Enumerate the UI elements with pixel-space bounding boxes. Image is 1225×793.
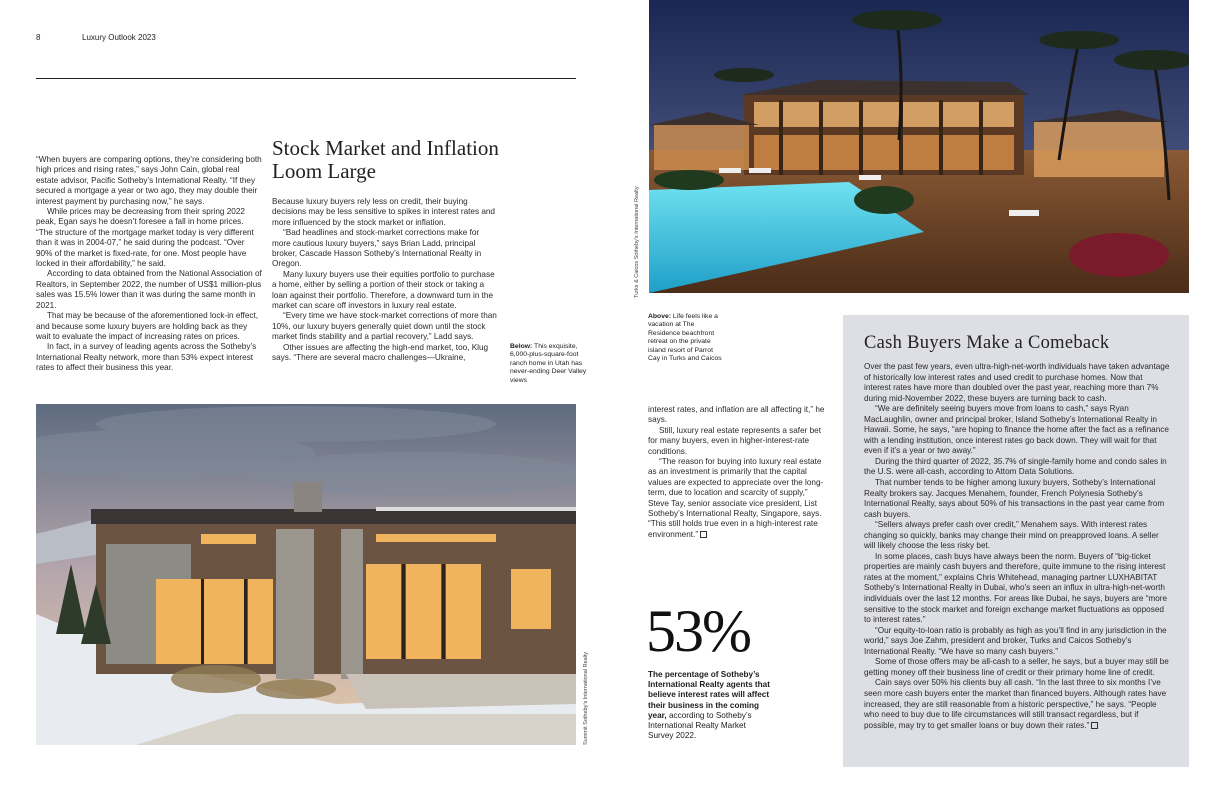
paragraph: “Every time we have stock-market corrections of more than 10%, our luxury buyers generally quiet down until the stock market finds stability and a partial recovery,” Ladd says. bbox=[272, 311, 497, 342]
sidebar-text bbox=[864, 362, 1170, 731]
stat-bold: The percentage of Sotheby’s International Realty agents that believe interest rates will affect their business in the coming year, bbox=[648, 670, 770, 720]
paragraph: “Bad headlines and stock-market corrections make for more cautious luxury buyers,” says Brian Ladd, principal broker, Cascade Hasson Sotheby’s International Realty in Oregon. bbox=[272, 228, 482, 269]
ranch-home-photo bbox=[36, 404, 576, 745]
resort-photo bbox=[649, 0, 1189, 293]
photo-credit: Turks & Caicos Sotheby’s International Realty bbox=[634, 186, 640, 298]
photo-credit: Summit Sotheby’s International Realty bbox=[583, 651, 589, 745]
paragraph: “We are definitely seeing buyers move from loans to cash,” says Ryan MacLaughlin, owner and principal broker, Island Sotheby’s International Realty in Hawaii. Some, he says, “are hoping to finance the home after the fact as a refinance with a lending institution, once interest rates go back down. They will wait for that even if it’s a year or two away.” bbox=[864, 404, 1169, 456]
paragraph: “When buyers are comparing options, they’re considering both high prices and rising rates,” says John Cain, global real estate advisor, Pacific Sotheby’s International Realty. “If they secured a mortgage a year or two ago, they may double their interest payment by purchasing now,” he says. bbox=[36, 155, 262, 206]
paragraph: “Sellers always prefer cash over credit,” Menahem says. With interest rates changing so quickly, banks may change their mind on preapproved loans. A seller will likely choose the less risky bet. bbox=[864, 520, 1159, 551]
paragraph: Other issues are affecting the high-end market, too, Klug says. “There are several macro challenges—Ukraine, bbox=[272, 342, 489, 363]
page-number: 8 bbox=[36, 33, 41, 42]
caption-text: Life feels like a vacation at The Residence beachfront retreat on the private island resort of Parrot Cay in Turks and Caicos bbox=[648, 313, 722, 363]
header-rule bbox=[36, 78, 576, 79]
sidebar-heading: Cash Buyers Make a Comeback bbox=[864, 333, 1110, 353]
paragraph: Many luxury buyers use their equities portfolio to purchase a home, either by selling a portion of their stock or taking a loan against their portfolio. Therefore, a downward turn in the market can scare off investors in luxury real estate. bbox=[272, 269, 495, 311]
paragraph: In fact, in a survey of leading agents across the Sotheby’s International Realty network, more than 53% expect interest rates to affect their business this year. bbox=[36, 342, 257, 373]
caption-text: This exquisite, 6,000-plus-square-foot ranch home in Utah has never-ending Deer Valley views bbox=[510, 343, 587, 384]
running-header: Luxury Outlook 2023 bbox=[82, 33, 156, 42]
end-mark-icon bbox=[1091, 722, 1098, 729]
stat-source: according to Sotheby’s International Realty Market Survey 2022. bbox=[648, 710, 752, 741]
paragraph-text: “The reason for buying into luxury real estate as an investment is primarily that the capital values are expected to appreciate over the long-term, due to location and scarcity of supply,” Steve Tay, senior associate vice president, List Sotheby’s International Realty, Singapore, says. “This still holds true even in a high-interest rate environment.” bbox=[648, 457, 824, 539]
left-column bbox=[36, 155, 262, 374]
paragraph: That may be because of the aforementioned lock-in effect, and because some luxury buyers are holding back as they wait to evaluate the impact of increasing rates on prices. bbox=[36, 311, 259, 341]
paragraph: Still, luxury real estate represents a safer bet for many buyers, even in higher-interest-rate conditions. bbox=[648, 425, 822, 456]
paragraph: According to data obtained from the National Association of Realtors, in September 2022, the number of US$1 million-plus sales was 15.5% lower than it was during the same month in 2021. bbox=[36, 269, 262, 310]
stat-value: 53% bbox=[646, 598, 750, 664]
paragraph: Some of those offers may be all-cash to a seller, he says, but a buyer may still be getting money off their business line of credit or their primary home line of credit. bbox=[864, 657, 1169, 677]
paragraph: During the third quarter of 2022, 35.7% of single-family home and condo sales in the U.S. were all-cash, according to Attom Data Solutions. bbox=[864, 456, 1167, 477]
paragraph: interest rates, and inflation are all affecting it,” he says. bbox=[648, 405, 825, 425]
paragraph bbox=[648, 457, 828, 540]
paragraph bbox=[864, 678, 1170, 731]
paragraph-text: Cain says over 50% his clients buy all cash. “In the last three to six months I’ve seen more cash buyers enter the market than financed buyers. Although rates have increased, they are still reasonable from a historic perspective,” he says. “People who need to buy due to life circumstances will still transact regardless, but if possible, may try to get smaller loans or buy down their rates.” bbox=[864, 678, 1167, 730]
paragraph: That number tends to be higher among luxury buyers, Sotheby’s International Realty brokers say. Jacques Menahem, founder, French Polynesia Sotheby’s International Realty, says about 50% of his transactions in the past year came from cash buyers. bbox=[864, 478, 1165, 519]
stat-description bbox=[648, 670, 770, 741]
section-heading: Stock Market and Inflation Loom Large bbox=[272, 136, 499, 183]
caption-above bbox=[648, 313, 724, 363]
paragraph: While prices may be decreasing from their spring 2022 peak, Egan says he doesn’t foresee a fall in home prices. “The structure of the mortgage market today is very different than it was in 2004-07,” he said during the podcast. “Over 90% of the market is fixed-rate, for one. Most people have locked in their affordability,” he said. bbox=[36, 207, 254, 269]
paragraph: Over the past few years, even ultra-high-net-worth individuals have taken advantage of historically low interest rates and used credit to purchase homes. Now that interest rates have more than doubled over the past year, reaching more than 7% during mid-November 2022, these buyers are turning back to cash. bbox=[864, 362, 1170, 403]
paragraph: “Our equity-to-loan ratio is probably as high as you’ll find in any jurisdiction in the world,” says Joe Zahm, president and broker, Turks and Caicos Sotheby’s International Realty. “We have so many cash buyers.” bbox=[864, 625, 1167, 656]
caption-lead: Above: bbox=[648, 313, 672, 320]
paragraph: In some places, cash buys have always been the norm. Buyers of “big-ticket properties are mainly cash buyers and therefore, quite immune to the rising interest rates at the moment,” explains Chris Whitehead, managing partner LUXHABITAT Sotheby’s International Realty in Dubai, who’s seen an influx in ultra-high-net-worth individuals over the last 12 months. For areas like Dubai, he says, buyers are “more sensitive to the stock market and foreign exchange market fluctuations as opposed to interest rates.” bbox=[864, 551, 1168, 625]
caption-lead: Below: bbox=[510, 343, 533, 350]
section-column bbox=[272, 197, 497, 364]
caption-below bbox=[510, 343, 588, 385]
end-mark-icon bbox=[700, 531, 707, 538]
middle-column bbox=[648, 405, 828, 540]
paragraph: Because luxury buyers rely less on credit, their buying decisions may be less sensitive to spikes in interest rates and more influenced by the stock market or inflation. bbox=[272, 197, 495, 227]
